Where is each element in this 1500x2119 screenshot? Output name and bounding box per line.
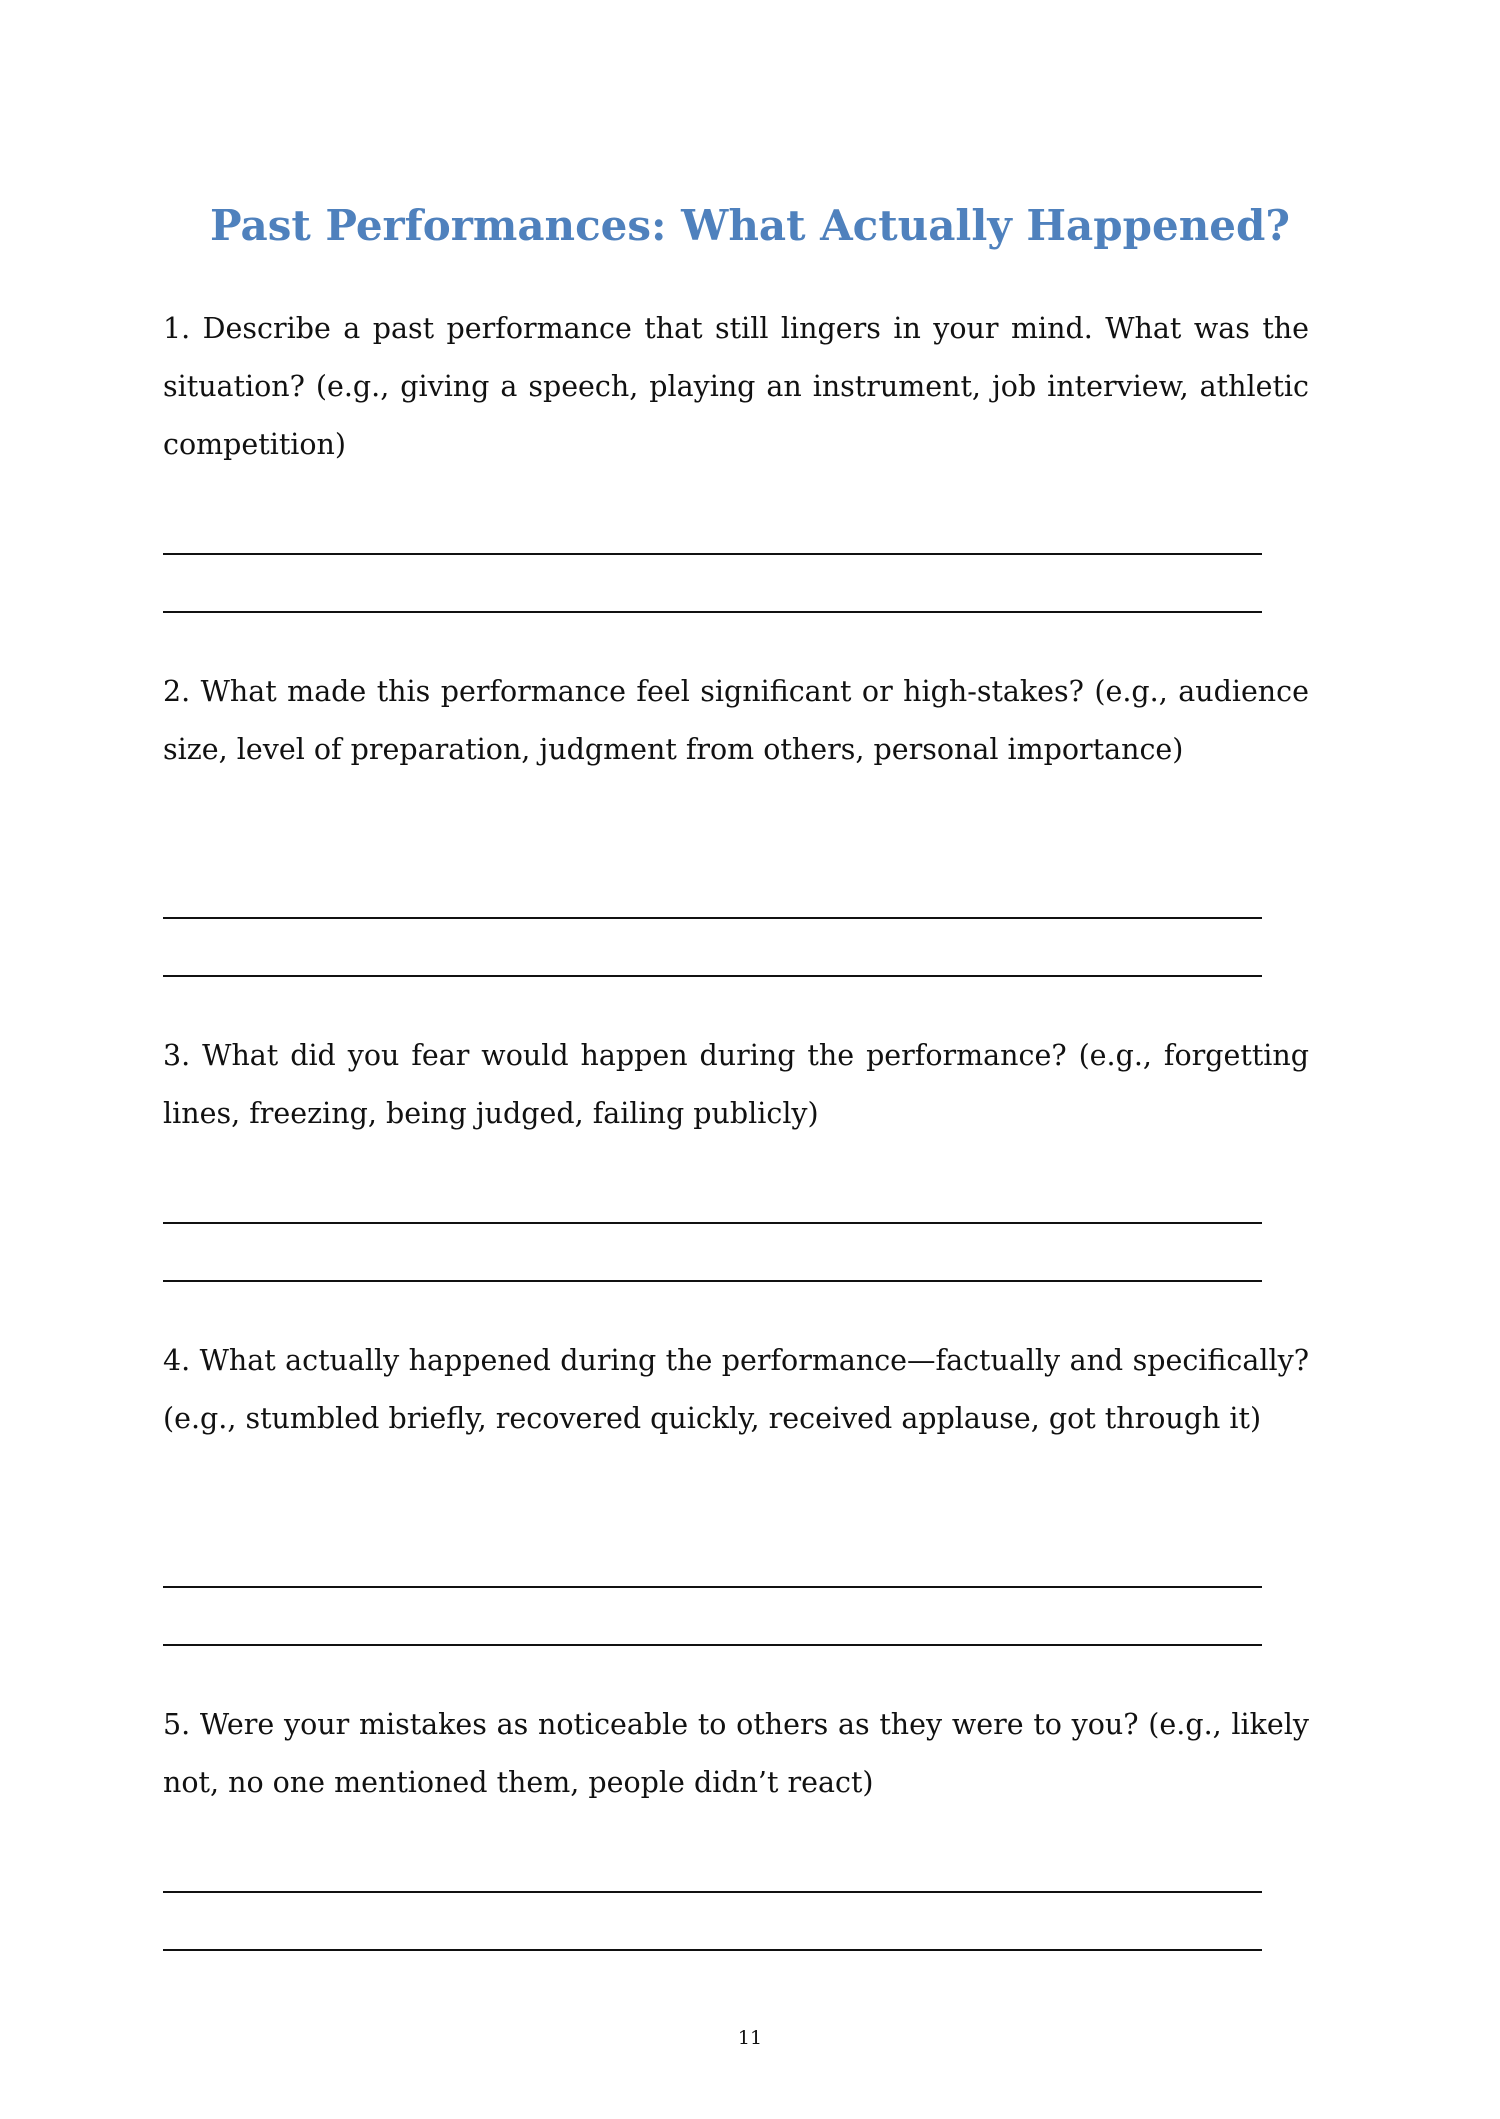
question-3: 3. What did you fear would happen during the performance? (e.g., forgetting lines, freezing, being judged, failing publicly) — [163, 1039, 1309, 1130]
page-number: 11 — [737, 2027, 763, 2049]
answer-line-2b[interactable] — [163, 975, 1262, 977]
answer-line-1b[interactable] — [163, 611, 1262, 613]
page-title: Past Performances: What Actually Happened? — [210, 201, 1290, 250]
answer-line-3b[interactable] — [163, 1280, 1262, 1282]
answer-line-1a[interactable] — [163, 553, 1262, 555]
question-2: 2. What made this performance feel significant or high-stakes? (e.g., audience size, level of preparation, judgment from others, personal importance) — [163, 675, 1309, 766]
question-1: 1. Describe a past performance that still lingers in your mind. What was the situation? (e.g., giving a speech, playing an instrument, job interview, athletic competition) — [163, 312, 1309, 461]
answer-line-5a[interactable] — [163, 1891, 1262, 1893]
question-5: 5. Were your mistakes as noticeable to others as they were to you? (e.g., likely not, no one mentioned them, people didn’t react) — [163, 1708, 1309, 1799]
answer-line-5b[interactable] — [163, 1949, 1262, 1951]
answer-line-3a[interactable] — [163, 1222, 1262, 1224]
answer-line-2a[interactable] — [163, 917, 1262, 919]
question-4: 4. What actually happened during the performance—factually and specifically? (e.g., stumbled briefly, recovered quickly, received applause, got through it) — [163, 1344, 1309, 1435]
answer-line-4a[interactable] — [163, 1586, 1262, 1588]
answer-line-4b[interactable] — [163, 1644, 1262, 1646]
